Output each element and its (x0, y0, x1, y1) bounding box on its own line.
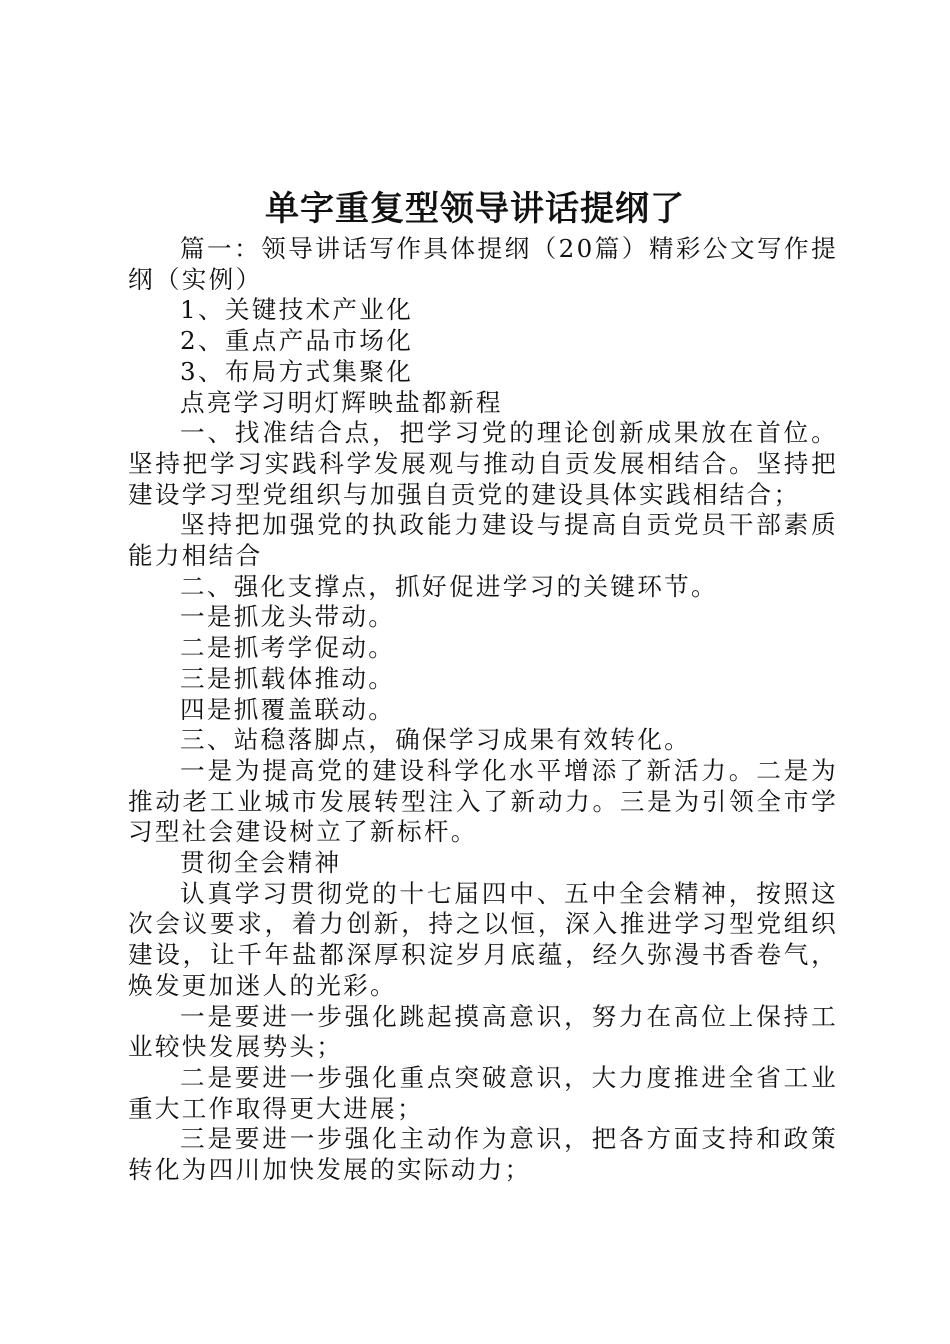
paragraph: 一是抓龙头带动。 (180, 602, 396, 632)
paragraph: 3、布局方式集聚化 (180, 356, 414, 386)
document-title: 单字重复型领导讲话提纲了 (265, 189, 685, 229)
paragraph: 二、强化支撑点，抓好促进学习的关键环节。 (180, 571, 718, 601)
paragraph: 四是抓覆盖联动。 (180, 694, 396, 724)
paragraph: 贯彻全会精神 (180, 848, 342, 878)
paragraph: 点亮学习明灯辉映盐都新程 (180, 387, 503, 417)
paragraph: 2、重点产品市场化 (180, 326, 414, 356)
paragraph: 坚持把加强党的执政能力建设与提高自贡党员干部素质能力相结合 (128, 510, 838, 571)
paragraph: 一是要进一步强化跳起摸高意识，努力在高位上保持工业较快发展势头； (128, 1001, 838, 1062)
paragraph: 二是要进一步强化重点突破意识，大力度推进全省工业重大工作取得更大进展； (128, 1062, 838, 1123)
document-body (128, 234, 838, 1186)
paragraph: 一是为提高党的建设科学化水平增添了新活力。二是为推动老工业城市发展转型注入了新动力。三是为引领全市学习型社会建设树立了新标杆。 (128, 755, 838, 847)
paragraph: 1、关键技术产业化 (180, 295, 414, 325)
paragraph: 一、找准结合点，把学习党的理论创新成果放在首位。坚持把学习实践科学发展观与推动自贡发展相结合。坚持把建设学习型党组织与加强自贡党的建设具体实践相结合； (128, 418, 838, 509)
paragraph: 二是抓考学促动。 (180, 633, 396, 663)
paragraph: 三是抓载体推动。 (180, 663, 396, 693)
paragraph: 三是要进一步强化主动作为意识，把各方面支持和政策转化为四川加快发展的实际动力； (128, 1124, 838, 1185)
paragraph: 篇一：领导讲话写作具体提纲（20篇）精彩公文写作提纲（实例） (128, 234, 838, 294)
paragraph: 三、站稳落脚点，确保学习成果有效转化。 (180, 725, 691, 755)
paragraph: 认真学习贯彻党的十七届四中、五中全会精神，按照这次会议要求，着力创新，持之以恒，深入推进学习型党组织建设，让千年盐都深厚积淀岁月底蕴，经久弥漫书香卷气，焕发更加迷人的光彩。 (128, 878, 838, 1000)
